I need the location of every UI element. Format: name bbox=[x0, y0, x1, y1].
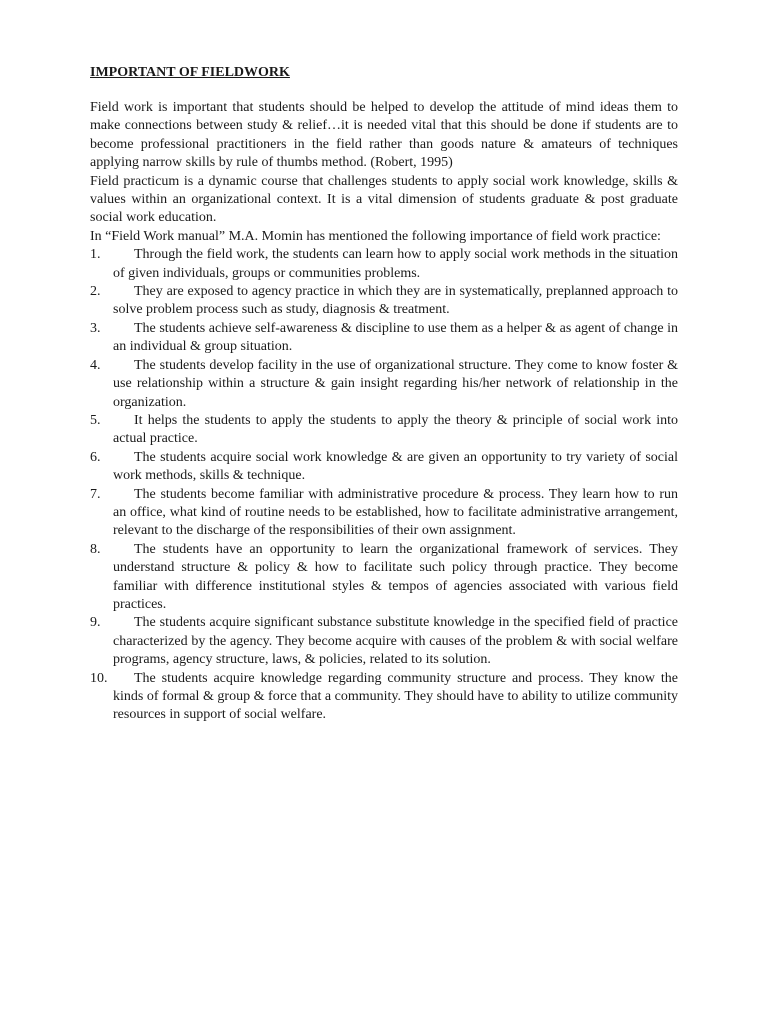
list-item-number: 5. bbox=[90, 412, 101, 428]
list-item-number: 6. bbox=[90, 449, 101, 465]
list-item-number: 2. bbox=[90, 284, 101, 300]
list-item bbox=[90, 412, 678, 449]
list-item-number: 4. bbox=[90, 357, 101, 373]
list-item-number: 8. bbox=[90, 541, 101, 557]
list-item-text: The students develop facility in the use of organizational structure. They come to know foster & use relationship within a structure & gain insight regarding his/her network of relationship in the organization. bbox=[113, 357, 678, 410]
paragraph-intro: Field work is important that students should be helped to develop the attitude of mind ideas them to make connections between study & relief…it is needed vital that this should be done if students are to become professional practitioners in the field rather than goods nature & amateurs of techniques applying narrow skills by rule of thumbs method. (Robert, 1995) bbox=[90, 100, 678, 171]
list-item-text: The students have an opportunity to learn the organizational framework of services. They understand structure & policy & how to facilitate such policy through practice. They become familiar with difference institutional styles & tempos of agencies associated with various field practices. bbox=[113, 541, 678, 612]
list-item-text: The students become familiar with administrative procedure & process. They learn how to run an office, what kind of routine needs to be established, how to facilitate administrative arrangement, relevant to the discharge of the responsibilities of their own assignment. bbox=[113, 486, 678, 539]
list-item bbox=[90, 614, 678, 669]
list-item bbox=[90, 449, 678, 486]
list-item-number: 3. bbox=[90, 320, 101, 336]
list-item bbox=[90, 357, 678, 412]
list-item bbox=[90, 670, 678, 725]
list-item bbox=[90, 283, 678, 320]
list-item bbox=[90, 541, 678, 615]
list-item-text: Through the field work, the students can learn how to apply social work methods in the situation of given individuals, groups or communities problems. bbox=[113, 247, 678, 281]
paragraph-manual-reference: In “Field Work manual” M.A. Momin has mentioned the following importance of field work practice: bbox=[90, 228, 661, 244]
list-item-text: The students acquire knowledge regarding community structure and process. They know the kinds of formal & group & force that a community. They should have to ability to utilize community resources in support of social welfare. bbox=[113, 670, 678, 723]
list-item-text: It helps the students to apply the students to apply the theory & principle of social work into actual practice. bbox=[113, 412, 678, 447]
paragraph-practicum: Field practicum is a dynamic course that challenges students to apply social work knowledge, skills & values within an organizational context. It is a vital dimension of students graduate & post graduate social work education. bbox=[90, 173, 678, 226]
list-item-text: They are exposed to agency practice in which they are in systematically, preplanned approach to solve problem process such as study, diagnosis & treatment. bbox=[113, 284, 678, 318]
document-title: IMPORTANT OF FIELDWORK bbox=[90, 65, 290, 80]
list-item-text: The students acquire significant substance substitute knowledge in the specified field of practice characterized by the agency. They become acquire with causes of the problem & with social welfare programs, agency structure, laws, & policies, related to its solution. bbox=[113, 615, 678, 668]
list-item-number: 10. bbox=[90, 670, 108, 686]
importance-list bbox=[90, 246, 678, 725]
list-item-number: 7. bbox=[90, 486, 101, 502]
list-item bbox=[90, 486, 678, 541]
list-item bbox=[90, 246, 678, 283]
list-item-number: 9. bbox=[90, 615, 101, 631]
list-item-number: 1. bbox=[90, 247, 101, 263]
list-item bbox=[90, 320, 678, 357]
list-item-text: The students acquire social work knowledge & are given an opportunity to try variety of social work methods, skills & technique. bbox=[113, 449, 678, 484]
list-item-text: The students achieve self-awareness & discipline to use them as a helper & as agent of change in an individual & group situation. bbox=[113, 320, 678, 355]
